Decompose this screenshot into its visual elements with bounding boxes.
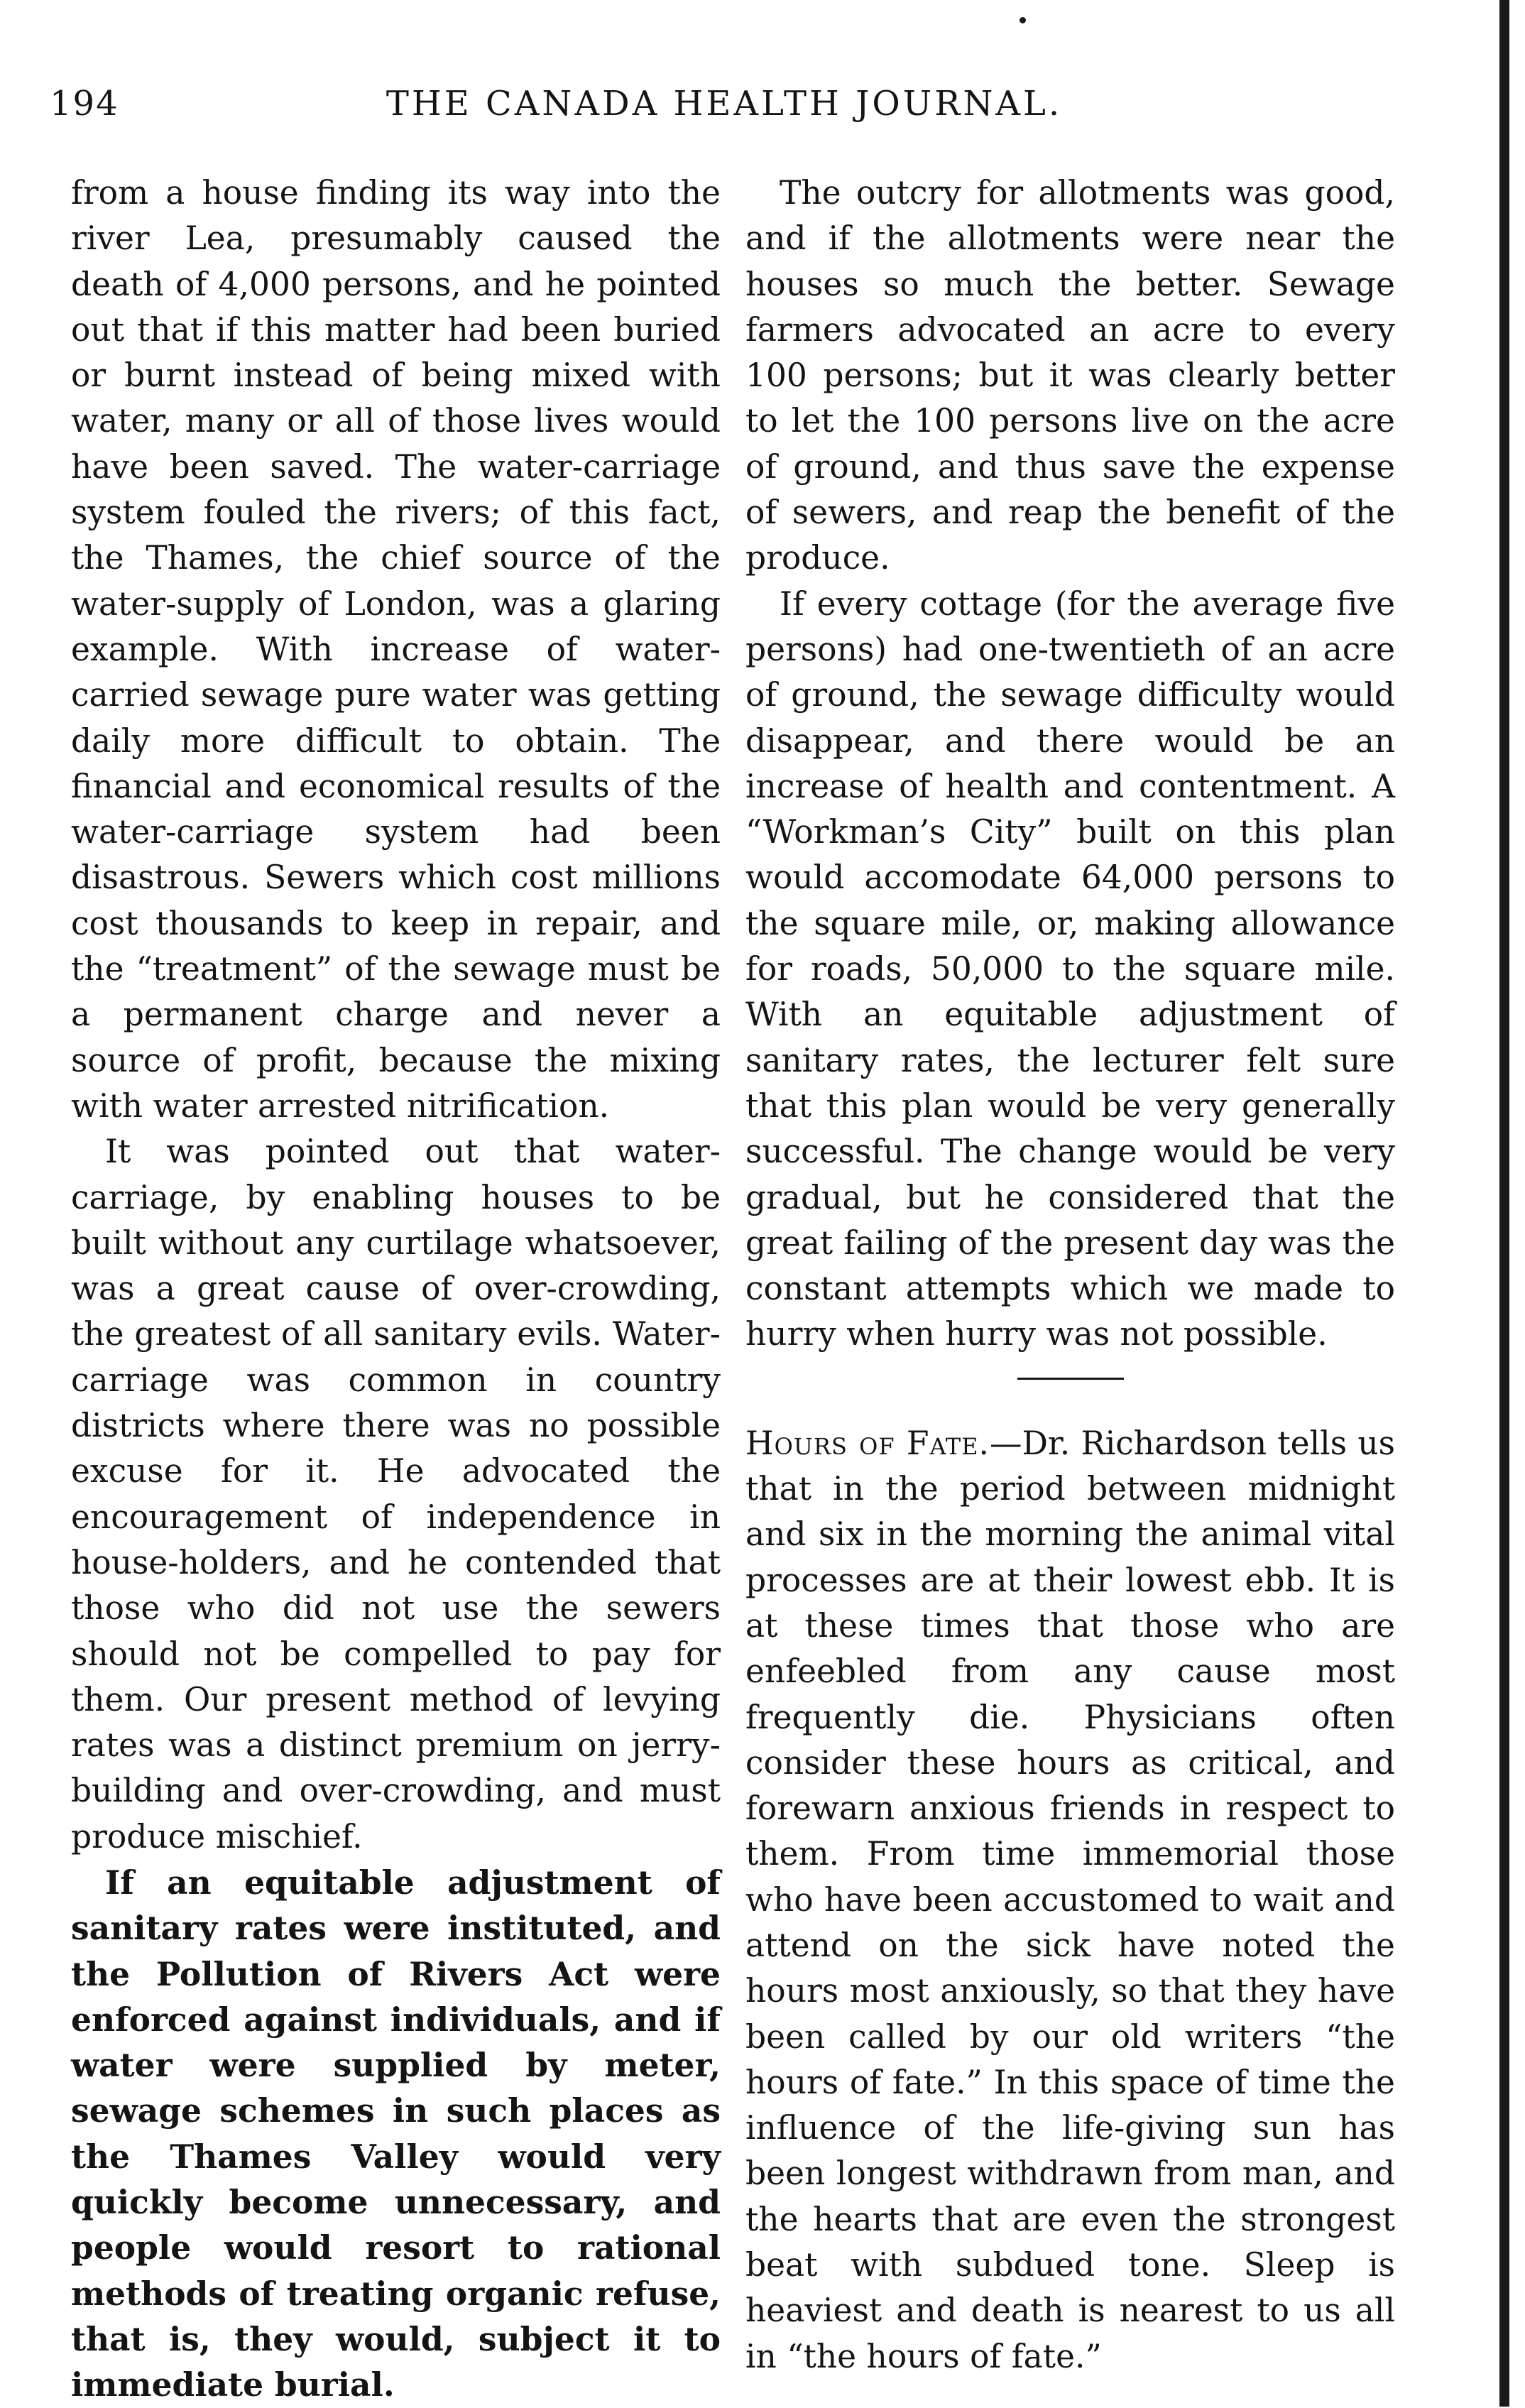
hours-of-fate-paragraph — [745, 1421, 1395, 2380]
section-heading: Hours of Fate. — [745, 1424, 990, 1462]
section-body: Dr. Richardson tells us that in the period between midnight and six in the morning the animal vital processes are at their lowest ebb. It is at these times that those who are enfeebled from any cause most frequently die. Physicians often consider these hours as critical, and forewarn anxious friends in respect to them. From time immemorial those who have been accustomed to wait and attend on the sick have noted the hours most anxiously, so that they have been called by our old writers “the hours of fate.” In this space of time the influence of the life-giving sun has been longest withdrawn from man, and the hearts that are even the strongest beat with subdued tone. Sleep is heaviest and death is nearest to us all in “the hours of fate.” — [745, 1424, 1395, 2375]
section-divider — [1017, 1378, 1124, 1380]
section-dash: — — [990, 1424, 1022, 1462]
left-paragraph-1: from a house finding its way into the river Lea, presumably caused the death of 4,000 persons, and he pointed out that if this matter had been buried or burnt instead of being mixed with water, many or all of those lives would have been saved. The water-carriage system fouled the rivers; of this fact, the Thames, the chief source of the water-supply of London, was a glaring example. With increase of water-carried sewage pure water was getting daily more difficult to obtain. The financial and economical results of the water-carriage system had been disastrous. Sewers which cost millions cost thousands to keep in repair, and the “treatment” of the sewage must be a permanent charge and never a source of profit, because the mixing with water arrested nitrification. — [71, 174, 721, 1125]
ink-speck — [1020, 17, 1026, 23]
page-header — [50, 84, 1399, 141]
running-title: THE CANADA HEALTH JOURNAL. — [386, 84, 1063, 124]
scan-edge-bar — [1499, 0, 1509, 2407]
right-paragraph-2: If every cottage (for the average five persons) had one-twentieth of an acre of ground, the sewage difficulty would disappear, and there would be an increase of health and contentment. A “Workman’s City” built on this plan would accomodate 64,000 persons to the square mile, or, making allowance for roads, 50,000 to the square mile. With an equitable adjustment of sanitary rates, the lecturer felt sure that this plan would be very generally successful. The change would be very gradual, but he considered that the great failing of the present day was the constant attempts which we made to hurry when hurry was not possible. — [745, 584, 1395, 1353]
right-paragraph-1: The outcry for allotments was good, and if the allotments were near the houses so much the better. Sewage farmers advocated an acre to every 100 persons; but it was clearly better to let the 100 persons live on the acre of ground, and thus save the expense of sewers, and reap the benefit of the produce. — [745, 174, 1395, 577]
right-column — [745, 170, 1395, 2380]
left-column — [71, 170, 721, 2408]
left-paragraph-3: If an equitable adjustment of sanitary rates were instituted, and the Pollution of Rivers Act were enforced against individuals, and if water were supplied by meter, sewage schemes in such places as the Thames Valley would very quickly become unnecessary, and people would resort to rational methods of treating organic refuse, that is, they would, subject it to immediate burial. — [71, 1863, 721, 2404]
left-paragraph-2: It was pointed out that water-carriage, by enabling houses to be built without any curtilage whatsoever, was a great cause of over-crowding, the greatest of all sanitary evils. Water-carriage was common in country districts where there was no possible excuse for it. He advocated the encouragement of independence in house-holders, and he contended that those who did not use the sewers should not be compelled to pay for them. Our present method of levying rates was a distinct premium on jerry-building and over-crowding, and must produce mischief. — [71, 1133, 721, 1856]
page-number: 194 — [50, 84, 119, 124]
